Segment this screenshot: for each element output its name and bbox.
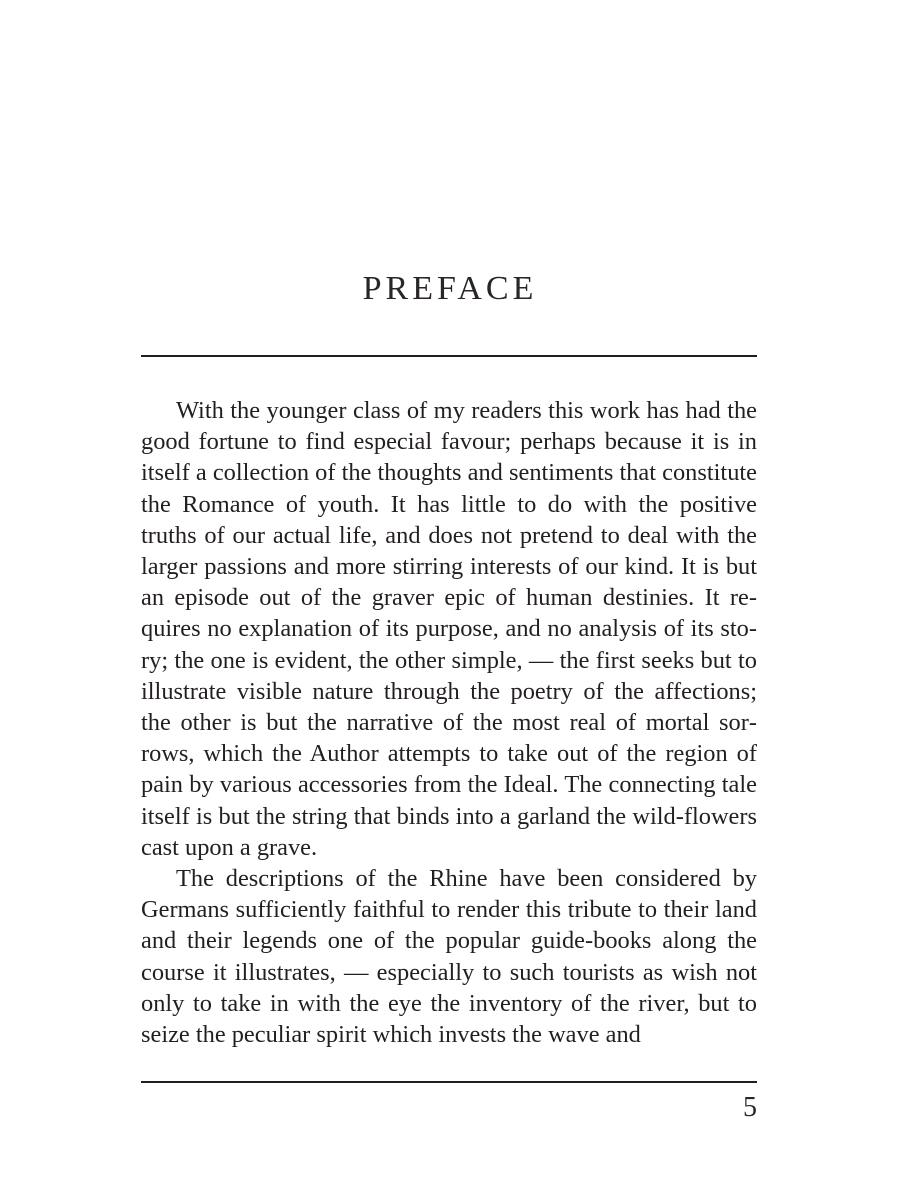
page-number: 5 <box>743 1092 757 1123</box>
bottom-divider <box>141 1081 757 1083</box>
paragraph-2: The descriptions of the Rhine have been considered by Germans sufficiently faithful to render this tribute to their land and their legends one of the popular guide-books along the course it illustrates, — especially to such tourists as wish not only to take in with the eye the inventory of the river, but to seize the peculiar spirit which invests the wave and <box>141 865 757 1049</box>
body-text <box>141 395 757 1050</box>
page-title: PREFACE <box>362 270 538 307</box>
paragraph-1: With the younger class of my readers this work has had the good fortune to find especial favour; perhaps because it is in itself a collection of the thoughts and sentiments that constitute the Romance of youth. It has little to do with the positive truths of our actual life, and does not pretend to deal with the larger passions and more stirring interests of our kind. It is but an episode out of the graver epic of human destinies. It requires no explanation of its purpose, and no analysis of its story; the one is evident, the other simple, — the first seeks but to illustrate visible nature through the poetry of the affections; the other is but the narrative of the most real of mortal sorrows, which the Author attempts to take out of the region of pain by various accessories from the Ideal. The connecting tale itself is but the string that binds into a garland the wild-flowers cast upon a grave. <box>141 397 757 861</box>
top-divider <box>141 355 757 357</box>
